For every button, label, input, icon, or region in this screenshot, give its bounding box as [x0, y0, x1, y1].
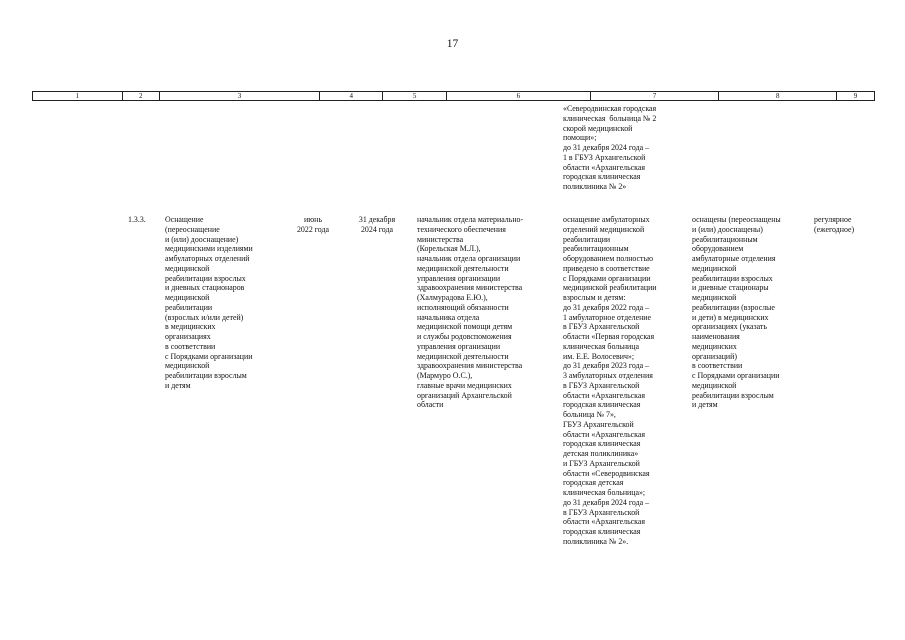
header-col-7: 7 — [591, 92, 720, 100]
header-col-6: 6 — [447, 92, 591, 100]
end-date-cell: 31 декабря 2024 года — [358, 215, 396, 234]
activity-cell: Оснащение (переоснащение и (или) дооснащение) медицинскими изделиями амбулаторных отделений медицинской реабилитации взрослых и дневных стационаров медицинской реабилитации (взрослых и/или детей) в медицинских организациях в соответствии с Порядками организации медицинской реабилитации взрослым и детям — [165, 215, 253, 390]
start-date-cell: июнь 2022 года — [296, 215, 330, 234]
indicator-cell: оснащены (переоснащены и (или) дооснащены) реабилитационным оборудованием амбулаторные отделения медицинской реабилитации взрослых и дневные стационары медицинской реабилитации (взрослые и дети) в медицинских организациях (указать наименования медицинских организаций) в соответствии с Порядками организации медицинской реабилитации взрослым и детям — [692, 215, 781, 410]
page-number: 17 — [446, 38, 459, 50]
header-col-8: 8 — [719, 92, 837, 100]
header-col-9: 9 — [853, 92, 858, 100]
result-cell: оснащение амбулаторных отделений медицинской реабилитации реабилитационным оборудованием полностью приведено в соответствие с Порядками организации медицинской реабилитации взрослым и детям: до 31 декабря 2022 года – 1 амбулаторное отделение в ГБУЗ Архангельской области «Первая городская клиническая больница им. Е.Е. Волосевич»; до 31 декабря 2023 года – 3 амбулаторных отделения в ГБУЗ Архангельской области «Архангельская городская клиническая больница № 7», ГБУЗ Архангельской области «Архангельская городская клиническая детская поликлиника» и ГБУЗ Архангельской области «Северодвинская городская детская клиническая больница»; до 31 декабря 2024 года – в ГБУЗ Архангельской области «Архангельская городская клиническая поликлиника № 2». — [563, 215, 657, 546]
header-col-4: 4 — [320, 92, 383, 100]
header-col-2: 2 — [123, 92, 160, 100]
periodicity-cell: регулярное (ежегодное) — [814, 215, 855, 234]
header-col-5: 5 — [383, 92, 447, 100]
header-col-3: 3 — [160, 92, 321, 100]
header-col-1: 1 — [33, 92, 123, 100]
row-number: 1.3.3. — [128, 215, 146, 224]
continued-col7-text: «Северодвинская городская клиническая больница № 2 скорой медицинской помощи»; до 31 декабря 2024 года – 1 в ГБУЗ Архангельской области «Архангельская городская клиническая поликлиника № 2» — [563, 104, 657, 191]
responsible-cell: начальник отдела материально- технического обеспечения министерства (Корельская М.Л.), начальник отдела организации медицинской деятельности управления организации здравоохранения министерства (Халмурадова Е.Ю.), исполняющий обязанности начальника отдела медицинской помощи детям и службы родовспоможения управления организации медицинской деятельности здравоохранения министерства (Мармуро О.С.), главные врачи медицинских организаций Архангельской области — [417, 215, 524, 410]
table-header-row — [32, 91, 875, 101]
